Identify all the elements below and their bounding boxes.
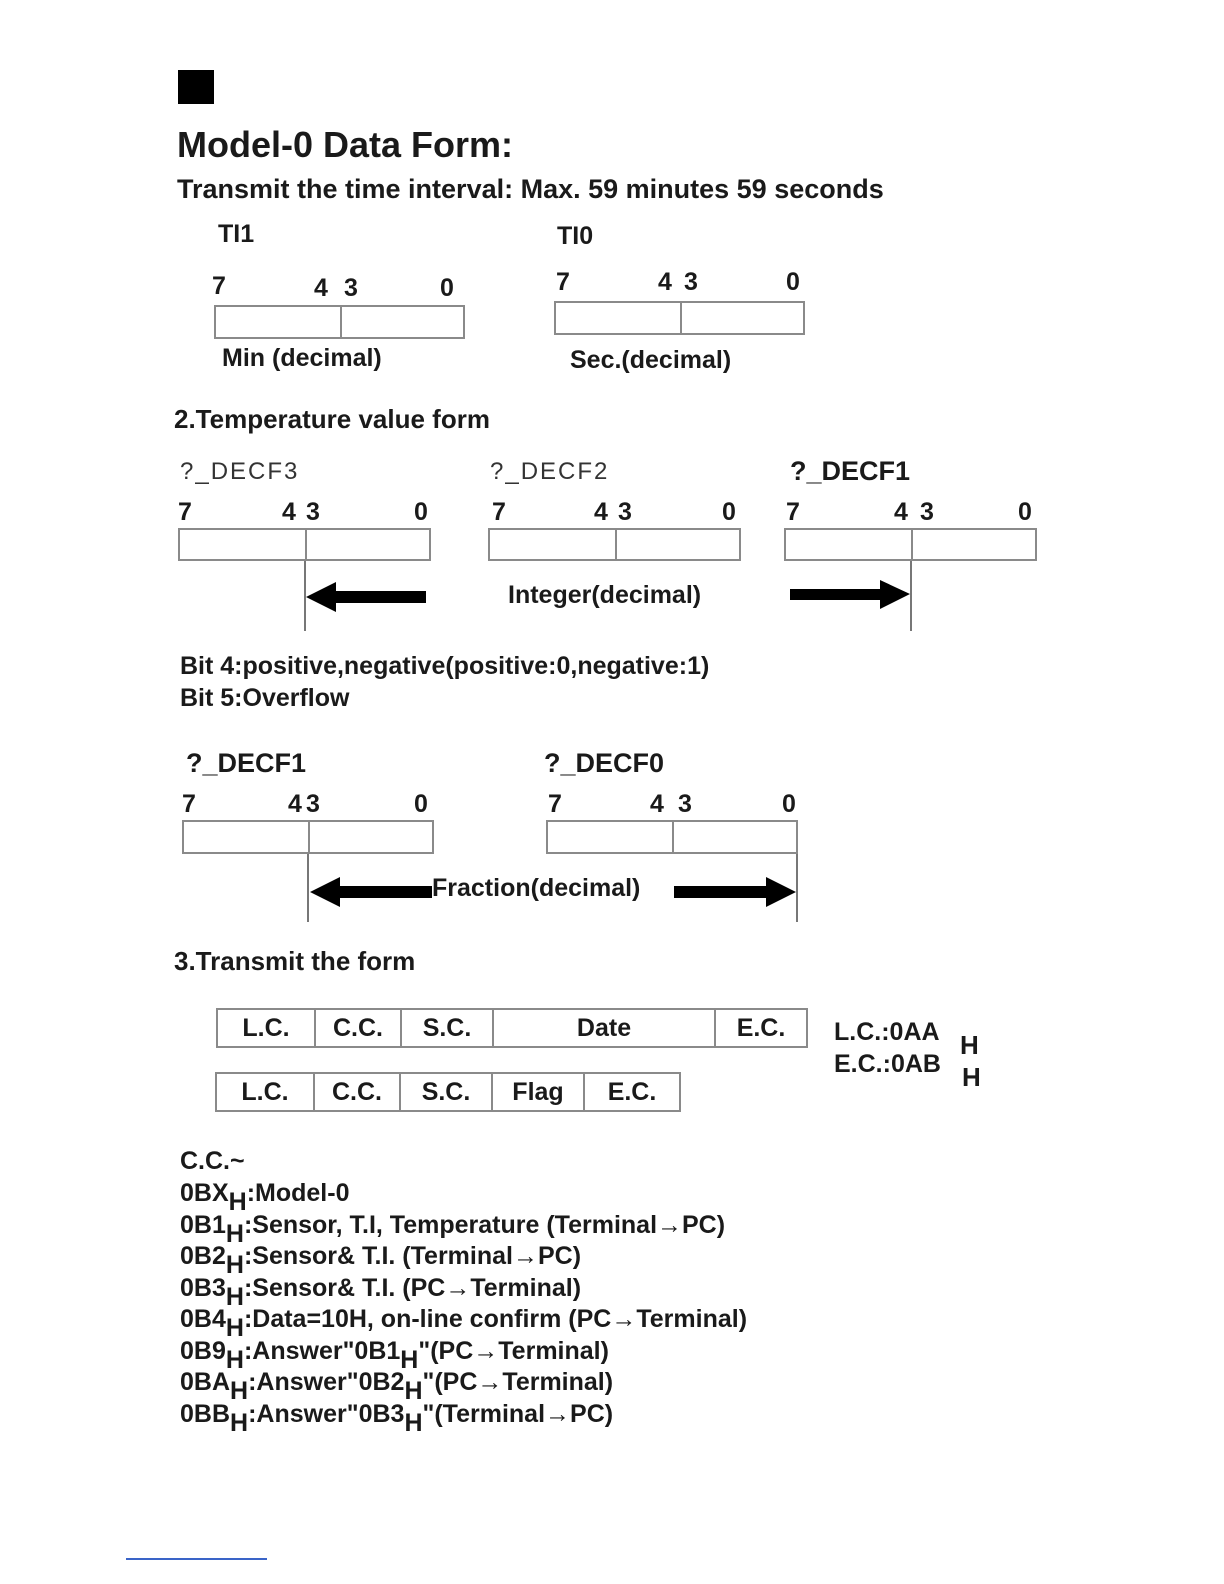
cc-code-suffix: H — [225, 1345, 244, 1374]
ti0-bit-4: 4 — [658, 268, 672, 296]
cc-code-row — [180, 1399, 747, 1437]
decf1b-label: ?_DECF1 — [186, 748, 307, 778]
frame-cell-sc: S.C. — [401, 1074, 493, 1110]
cc-code: 0B3 — [180, 1273, 226, 1302]
decf0-register — [546, 820, 798, 854]
decf1b-bit-3: 3 — [306, 790, 320, 818]
ti1-bit-7: 7 — [212, 272, 226, 300]
decf0-bit-7: 7 — [548, 790, 562, 818]
cc-heading: C.C.~ — [180, 1147, 245, 1175]
cc-code: 0BX — [180, 1179, 229, 1207]
frame-cell-lc: L.C. — [217, 1074, 315, 1110]
cc-code: 0B1 — [180, 1210, 226, 1239]
decf3-label: ?_DECF3 — [180, 458, 300, 485]
decf2-label: ?_DECF2 — [490, 458, 610, 485]
cc-code-row — [180, 1367, 747, 1405]
cc-code-suffix: H — [225, 1219, 244, 1248]
cc-code-row — [180, 1178, 747, 1216]
cc-code-inner-suffix: H — [404, 1377, 423, 1405]
integer-right-boundary — [910, 561, 912, 631]
ti1-label: TI1 — [218, 220, 255, 248]
decf1b-bit-4: 4 — [288, 790, 302, 818]
decf0-bit-4: 4 — [650, 790, 664, 818]
cc-code-suffix: H — [225, 1251, 244, 1279]
ti0-caption: Sec.(decimal) — [570, 346, 732, 374]
fraction-right-boundary — [796, 854, 798, 922]
bit5-note: Bit 5:Overflow — [180, 684, 350, 712]
decf1-register — [784, 528, 1037, 561]
cc-code-row — [180, 1336, 747, 1374]
cc-code: 0BA — [180, 1368, 231, 1396]
decf3-bit-0: 0 — [414, 498, 428, 526]
frame-cell-flag: Flag — [493, 1074, 585, 1110]
cc-code-inner-suffix: H — [404, 1408, 423, 1437]
cc-code-suffix: H — [230, 1377, 249, 1405]
decf2-bit-3: 3 — [618, 498, 632, 526]
decf2-bit-4: 4 — [594, 498, 608, 526]
cc-code-list — [180, 1178, 748, 1437]
lc-note: L.C.:0AA — [834, 1018, 940, 1046]
transmit-frame-flag — [215, 1072, 681, 1112]
decf1b-bit-7: 7 — [182, 790, 196, 818]
cc-code-suffix: H — [225, 1314, 244, 1342]
decf0-bit-3: 3 — [678, 790, 692, 818]
decf0-bit-0: 0 — [782, 790, 796, 818]
decf1-bit-0: 0 — [1018, 498, 1032, 526]
cc-code: 0B4 — [180, 1305, 226, 1333]
decf1b-register — [182, 820, 434, 854]
cc-code-description: :Answer"0B2 — [248, 1368, 405, 1396]
frame-cell-cc: C.C. — [315, 1074, 401, 1110]
cc-code-direction: "(PC→Terminal) — [418, 1336, 609, 1365]
decf3-register — [178, 528, 431, 561]
fraction-left-boundary — [307, 854, 309, 922]
ec-note-suffix: H — [962, 1062, 981, 1092]
cc-code-description: :Answer"0B1 — [243, 1336, 401, 1365]
cc-code-suffix: H — [230, 1408, 249, 1437]
arrow-right-icon — [788, 578, 910, 612]
ti0-bit-3: 3 — [684, 268, 698, 296]
lc-note-suffix: H — [960, 1030, 979, 1060]
frame-cell-date: Date — [494, 1010, 716, 1046]
ti1-bit-0: 0 — [440, 274, 454, 302]
cc-code-description: :Data=10H, on-line confirm (PC→Terminal) — [243, 1305, 748, 1333]
cc-code-row — [180, 1210, 747, 1248]
decf3-bit-3: 3 — [306, 498, 320, 526]
decf2-bit-0: 0 — [722, 498, 736, 526]
cc-code-inner-suffix: H — [400, 1345, 419, 1374]
ti1-bit-3: 3 — [344, 274, 358, 302]
frame-cell-sc: S.C. — [402, 1010, 494, 1046]
transmit-frame-date — [216, 1008, 808, 1048]
cc-code-description: :Sensor& T.I. (Terminal→PC) — [243, 1242, 582, 1270]
footer-divider — [126, 1558, 267, 1560]
decf3-bit-7: 7 — [178, 498, 192, 526]
decf1-bit-4: 4 — [894, 498, 908, 526]
section-marker — [178, 70, 214, 104]
cc-code-direction: "(PC→Terminal) — [422, 1368, 614, 1396]
decf0-label: ?_DECF0 — [544, 748, 665, 778]
cc-code-description: :Sensor& T.I. (PC→Terminal) — [243, 1273, 582, 1302]
fraction-arrow-right-icon — [674, 875, 796, 909]
cc-code-row — [180, 1304, 748, 1342]
ti0-bit-0: 0 — [786, 268, 800, 296]
cc-code-suffix: H — [228, 1188, 247, 1216]
decf1b-bit-0: 0 — [414, 790, 428, 818]
fraction-label: Fraction(decimal) — [432, 874, 641, 902]
ec-note: E.C.:0AB — [834, 1050, 941, 1078]
ti0-register — [554, 301, 805, 335]
integer-label: Integer(decimal) — [508, 581, 702, 609]
cc-code: 0BB — [180, 1399, 231, 1428]
cc-code-description: :Sensor, T.I, Temperature (Terminal→PC) — [243, 1210, 726, 1239]
decf2-register — [488, 528, 741, 561]
arrow-left-icon — [306, 580, 428, 614]
ti1-bit-4: 4 — [314, 274, 328, 302]
frame-cell-ec: E.C. — [736, 1013, 786, 1042]
decf1-label: ?_DECF1 — [790, 456, 911, 486]
frame-cell-ec: E.C. — [607, 1077, 657, 1106]
cc-code-suffix: H — [225, 1282, 244, 1311]
temperature-heading: 2.Temperature value form — [174, 404, 490, 434]
frame-cell-cc: C.C. — [316, 1010, 402, 1046]
ti1-register — [214, 305, 465, 339]
frame-cell-lc: L.C. — [218, 1010, 316, 1046]
decf3-bit-4: 4 — [282, 498, 296, 526]
cc-code-row — [180, 1241, 747, 1279]
decf1-bit-3: 3 — [920, 498, 934, 526]
time-interval-subtitle: Transmit the time interval: Max. 59 minutes 59 seconds — [177, 174, 884, 204]
ti0-label: TI0 — [557, 222, 594, 250]
cc-code: 0B2 — [180, 1242, 226, 1270]
decf2-bit-7: 7 — [492, 498, 506, 526]
cc-code-row — [180, 1273, 747, 1311]
ti0-bit-7: 7 — [556, 268, 570, 296]
transmit-heading: 3.Transmit the form — [174, 946, 416, 976]
ti1-caption: Min (decimal) — [222, 344, 382, 372]
cc-code-description: :Answer"0B3 — [248, 1399, 405, 1428]
cc-code-description: :Model-0 — [246, 1179, 350, 1207]
cc-code-direction: "(Terminal→PC) — [422, 1399, 614, 1428]
decf1-bit-7: 7 — [786, 498, 800, 526]
bit4-note: Bit 4:positive,negative(positive:0,negative:1) — [180, 652, 710, 680]
page-title: Model-0 Data Form: — [177, 124, 514, 165]
fraction-arrow-left-icon — [310, 875, 432, 909]
cc-code: 0B9 — [180, 1336, 226, 1365]
